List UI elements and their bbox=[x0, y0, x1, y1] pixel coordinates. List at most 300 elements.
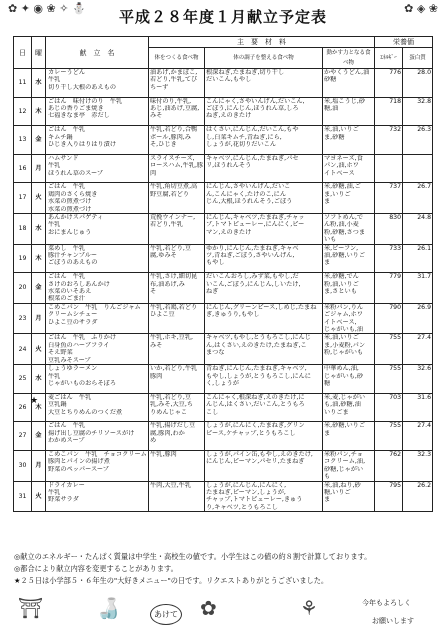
body-foods-line: 牛肉,大豆,牛乳 bbox=[150, 481, 192, 489]
day-number: 11 bbox=[14, 69, 32, 98]
body-foods-line: 味付のり,牛乳, bbox=[150, 97, 192, 105]
menu-items-line: さけのおろしあんかけ bbox=[48, 280, 110, 288]
body-foods bbox=[149, 334, 205, 365]
body-foods-line: 荒挽ウインナー, bbox=[150, 214, 196, 221]
energy-foods-line: ま,小麦粉,パン bbox=[324, 341, 366, 349]
body-foods-line: 野豆腐,若どり bbox=[150, 190, 190, 198]
energy-foods-line: 砂糖 bbox=[324, 76, 337, 84]
day-number: 24 bbox=[14, 334, 32, 365]
condition-foods-line: だいこんおろし,みず菜,もやし,だ bbox=[206, 273, 299, 281]
body-foods bbox=[149, 273, 205, 304]
menu-items bbox=[46, 334, 149, 365]
weekday: 水 bbox=[32, 365, 46, 394]
kcal-value: 762 bbox=[375, 450, 403, 481]
header-nutrition: 栄養価 bbox=[375, 37, 433, 48]
menu-items-line: こめこパン 牛乳 チョコクリーム bbox=[48, 450, 147, 458]
menu-items-line: 白身魚のハーブフライ bbox=[48, 341, 110, 349]
day-number: 26 bbox=[14, 393, 32, 422]
energy-foods-line: 米粉パン,りん bbox=[324, 303, 364, 311]
table-row bbox=[14, 69, 433, 98]
body-foods-line: みそ bbox=[150, 341, 163, 349]
table-row bbox=[14, 334, 433, 365]
kcal-value: 718 bbox=[375, 97, 403, 126]
menu-items bbox=[46, 154, 149, 183]
energy-foods-line: イトベース bbox=[324, 169, 355, 177]
menu-items-line: ごはん 牛乳 bbox=[48, 273, 86, 281]
protein-value: 26.9 bbox=[403, 303, 433, 334]
condition-foods bbox=[205, 126, 323, 155]
energy-foods bbox=[323, 244, 375, 273]
body-foods-line: 腐,豚肉,わか bbox=[150, 429, 185, 437]
energy-foods bbox=[323, 214, 375, 245]
weekday: 火 bbox=[32, 334, 46, 365]
body-foods bbox=[149, 154, 205, 183]
protein-value: 26.1 bbox=[403, 244, 433, 273]
energy-foods bbox=[323, 481, 375, 512]
menu-items-line: 水菜の煎煮づけ bbox=[48, 198, 92, 206]
menu-items-line: ごはん 味付けのり 牛乳 bbox=[48, 97, 123, 105]
energy-foods-line: 糖 bbox=[324, 379, 331, 387]
body-foods-line: 布,油あげ,み bbox=[150, 280, 185, 288]
energy-foods-line: 粉,砂糖,さつま bbox=[324, 228, 366, 236]
kcal-value bbox=[375, 154, 403, 183]
body-foods-line: スライスチーズ, bbox=[150, 154, 195, 162]
condition-foods bbox=[205, 365, 323, 394]
condition-foods-line: プ,トマトピューレー,にんにく,ピー bbox=[206, 221, 305, 229]
energy-foods-line: いも bbox=[324, 236, 337, 244]
energy-foods-line: 米,砂糖,油,ご bbox=[324, 183, 361, 191]
energy-foods-line: 米,油,ねり,砂 bbox=[324, 481, 361, 489]
condition-foods bbox=[205, 481, 323, 512]
weekday: 金 bbox=[32, 126, 46, 155]
page-title: 平成２８年度１月献立予定表 bbox=[118, 8, 327, 26]
day-number: 12 bbox=[14, 97, 32, 126]
menu-items-line: 牛乳 bbox=[48, 162, 61, 170]
kcal-value: 830 bbox=[375, 214, 403, 245]
table-row bbox=[14, 244, 433, 273]
body-foods bbox=[149, 126, 205, 155]
menu-items-line: 菜めし 牛乳 bbox=[48, 244, 86, 252]
kcal-value: 755 bbox=[375, 422, 403, 451]
condition-foods bbox=[205, 214, 323, 245]
top-left-decoration: ✿ ✦ ◉ ❀ ✧ ⛄ bbox=[8, 2, 86, 15]
condition-foods-line: にんじん,ピーマン,パセリ,たまねぎ bbox=[206, 458, 305, 466]
condition-foods-line: いこん,ごぼう,にんじん,しいたけ, bbox=[206, 280, 301, 288]
energy-foods bbox=[323, 393, 375, 422]
body-foods-line: 肉 bbox=[150, 169, 157, 177]
menu-items-line: わかめスープ bbox=[48, 437, 85, 445]
protein-value bbox=[403, 154, 433, 183]
energy-foods-line: 糖,油 bbox=[324, 105, 339, 112]
body-foods-line: ひよこ豆 bbox=[150, 311, 175, 319]
menu-items-line: 切り干し大根のあえもの bbox=[48, 83, 117, 91]
energy-foods-line: ま bbox=[324, 496, 331, 504]
energy-foods-line: ごジャム,ホワ bbox=[324, 311, 363, 319]
menu-items-line: 豚肉とパインの揚げ煮 bbox=[48, 458, 110, 466]
menu-items bbox=[46, 273, 149, 304]
energy-foods-line: ま bbox=[324, 429, 331, 437]
condition-foods bbox=[205, 183, 323, 214]
body-foods-line: 牛乳,揚げだし豆 bbox=[150, 422, 196, 430]
menu-items-line: 豆乳みそスープ bbox=[48, 356, 91, 364]
condition-foods-line: んじん,はくさい,だいこん,とうもろ bbox=[206, 401, 305, 409]
condition-foods-line: にんじん,さやいんげん,だいこ bbox=[206, 183, 291, 191]
energy-foods-line: 米,砂糖,でん bbox=[324, 273, 359, 281]
condition-foods-line: ツ,青ねぎ,ごぼう,さやいんげん, bbox=[206, 252, 295, 260]
energy-foods-line: ま,いりご bbox=[324, 190, 351, 198]
energy-foods-line: 米,ビーフン, bbox=[324, 244, 359, 252]
menu-items-line: ごはん 牛乳 ふりかけ bbox=[48, 334, 117, 342]
body-foods bbox=[149, 214, 205, 245]
condition-foods-line: もやし,しょうが,とうもろこし,にんに bbox=[206, 372, 311, 380]
condition-foods-line: しょうが,花切りだいこん bbox=[206, 141, 277, 148]
energy-foods-line: 米,砂糖,いりご bbox=[324, 422, 366, 430]
menu-items bbox=[46, 481, 149, 512]
body-foods-line: 牛乳,若鶏,若どり bbox=[150, 303, 198, 311]
condition-foods-line: ねぎ,えのきたけ bbox=[206, 112, 252, 120]
condition-foods-line: く,しょうが bbox=[206, 379, 239, 387]
menu-items-line: 牛乳 bbox=[48, 221, 61, 229]
kadomatsu-icon: ⚘ bbox=[300, 596, 318, 620]
protein-value: 31.6 bbox=[403, 393, 433, 422]
energy-foods-line: 米粉パン,チョ bbox=[324, 450, 363, 458]
protein-value: 26.7 bbox=[403, 183, 433, 214]
table-row bbox=[14, 422, 433, 451]
kcal-value: 732 bbox=[375, 126, 403, 155]
menu-items-line: 鶏肉のさくら焼き bbox=[48, 190, 98, 198]
menu-items-line: おにまんじゅう bbox=[48, 228, 92, 236]
condition-foods-line: こんにゃく,根深ねぎ,えのきたけ,に bbox=[206, 393, 305, 401]
kcal-value: 776 bbox=[375, 69, 403, 98]
weekday: 月 bbox=[32, 154, 46, 183]
condition-foods-line: しょうが,パイン缶,もやし,えのきたけ, bbox=[206, 450, 313, 458]
menu-items-line: ごはん 牛乳 bbox=[48, 126, 86, 134]
body-foods-line: 牛乳,ホキ,豆乳, bbox=[150, 334, 194, 342]
condition-foods bbox=[205, 450, 323, 481]
menu-items-line: 野菜のペッパースープ bbox=[48, 465, 109, 473]
energy-foods bbox=[323, 450, 375, 481]
energy-foods-line: 粉,じゃがいも bbox=[324, 349, 364, 357]
body-foods bbox=[149, 97, 205, 126]
body-foods-line: め bbox=[150, 437, 157, 445]
body-foods-line: 腐,ゆみそ bbox=[150, 252, 177, 260]
condition-foods-line: ねぎ bbox=[206, 288, 219, 296]
header-protein: 蛋白質 bbox=[403, 48, 433, 69]
menu-items bbox=[46, 450, 149, 481]
energy-foods bbox=[323, 365, 375, 394]
day-number: 18 bbox=[14, 214, 32, 245]
footer-note-favorite: ★２５日は小学部５・６年生の"大好きメニュー"の日です。リクエストありがとうございました。 bbox=[14, 576, 329, 585]
condition-foods-line: ん,はくさい,えのきたけ,たまねぎ,こ bbox=[206, 341, 307, 349]
table-row bbox=[14, 97, 433, 126]
day-number: 20 bbox=[14, 273, 32, 304]
daruma-icon: ⛩ bbox=[18, 596, 44, 620]
menu-items-line: キムチ鍋 bbox=[48, 133, 73, 141]
body-foods-line: みそ bbox=[150, 112, 163, 120]
condition-foods-line: キャベツ,にんじん,たまねぎ,パセ bbox=[206, 154, 299, 162]
energy-foods-line: 油,砂糖,いりご bbox=[324, 252, 366, 260]
protein-value: 32.8 bbox=[403, 97, 433, 126]
energy-foods bbox=[323, 303, 375, 334]
protein-value: 27.4 bbox=[403, 422, 433, 451]
condition-foods-line: ゆかり,にんじん,たまねぎ,キャベ bbox=[206, 244, 299, 252]
table-row bbox=[14, 303, 433, 334]
menu-items-line: 牛乳 bbox=[48, 372, 61, 380]
menu-items-line: 豚汁チャンプルー bbox=[48, 252, 98, 260]
body-foods bbox=[149, 450, 205, 481]
condition-foods bbox=[205, 244, 323, 273]
top-right-decoration: ✿ ◈ ❀ bbox=[404, 2, 438, 15]
energy-foods-line: も bbox=[324, 473, 331, 481]
energy-foods-line: ま bbox=[324, 198, 331, 206]
table-row bbox=[14, 126, 433, 155]
condition-foods bbox=[205, 97, 323, 126]
footer-note-nutrition: ◎献立のエネルギー・たんぱく質量は中学生・高校生の値です。小学生はこの値の約８割で計算しております。 bbox=[14, 552, 372, 561]
body-foods bbox=[149, 422, 205, 451]
sake-bottle-icon: 🍶 bbox=[96, 596, 121, 620]
protein-value: 31.7 bbox=[403, 273, 433, 304]
energy-foods-line: 糖,いりご bbox=[324, 488, 351, 496]
condition-foods-line: しょうが,にんじん,にんにく, bbox=[206, 481, 287, 489]
energy-foods-line: コクリーム,油, bbox=[324, 458, 366, 466]
favorite-menu-star-icon: ★ bbox=[30, 396, 39, 406]
condition-foods-line: ピース,ケチャップ,とうもろこし bbox=[206, 429, 296, 437]
body-foods-line: 若どり,牛乳 bbox=[150, 221, 183, 229]
condition-foods-line: だいこん,もやし bbox=[206, 76, 252, 84]
day-number: 25 bbox=[14, 365, 32, 394]
body-foods-line: 牛乳,若どり,豆 bbox=[150, 244, 192, 252]
condition-foods-line: り,キャベツ,とうもろこし bbox=[206, 503, 278, 511]
table-row bbox=[14, 214, 433, 245]
menu-items-line: あじの香りごま焼き bbox=[48, 105, 104, 112]
energy-foods-line: ま,さといも bbox=[324, 288, 357, 296]
menu-items-line: ほうれん草のスープ bbox=[48, 169, 104, 177]
condition-foods-line: 青ねぎ,にんじん,たまねぎ,キャベツ, bbox=[206, 365, 307, 373]
menu-items bbox=[46, 97, 149, 126]
menu-items bbox=[46, 214, 149, 245]
footer-note-changes: ◎都合により献立内容を変更することがあります。 bbox=[14, 564, 178, 573]
day-number: 13 bbox=[14, 126, 32, 155]
header-ingredients: 主 要 材 料 bbox=[149, 37, 375, 48]
body-foods-line: あじ,油あげ,豆腐, bbox=[150, 105, 200, 112]
menu-items-line: ひよこ豆のサラダ bbox=[48, 318, 98, 326]
body-foods bbox=[149, 244, 205, 273]
header-date: 日 bbox=[14, 37, 32, 69]
protein-value: 24.8 bbox=[403, 214, 433, 245]
menu-items-line: あんかけスパゲティ bbox=[48, 214, 104, 221]
body-foods-line: ロースハム,牛乳,豚 bbox=[150, 162, 203, 170]
energy-foods-line: 粉,油,いりご bbox=[324, 280, 359, 288]
condition-foods-line: ごぼう,にんじん,ほうれん草,しろ bbox=[206, 105, 299, 112]
kcal-value: 733 bbox=[375, 244, 403, 273]
condition-foods bbox=[205, 393, 323, 422]
body-foods bbox=[149, 183, 205, 214]
day-number: 16 bbox=[14, 154, 32, 183]
condition-foods-line: キャベツ,もやし,とうもろこし,にんじ bbox=[206, 334, 311, 342]
protein-value: 32.6 bbox=[403, 365, 433, 394]
protein-value: 26.2 bbox=[403, 481, 433, 512]
menu-items-line: 七福きなま亭 赤だし bbox=[48, 112, 110, 120]
energy-foods bbox=[323, 422, 375, 451]
condition-foods bbox=[205, 273, 323, 304]
table-row bbox=[14, 154, 433, 183]
body-foods bbox=[149, 303, 205, 334]
table-row bbox=[14, 365, 433, 394]
weekday: 木 bbox=[32, 97, 46, 126]
weekday: 木 bbox=[32, 244, 46, 273]
energy-foods-line: 米,油,いりご bbox=[324, 334, 359, 342]
condition-foods-line: こし bbox=[206, 408, 219, 416]
energy-foods-line: パン,油,ホワ bbox=[324, 162, 359, 170]
energy-foods-line: じゃがいも,砂 bbox=[324, 372, 364, 380]
energy-foods-line: ソフトめん,で bbox=[324, 214, 364, 221]
table-row bbox=[14, 481, 433, 512]
condition-foods-line: ぎ,きゅうり,もやし bbox=[206, 311, 260, 319]
kcal-value: 703 bbox=[375, 393, 403, 422]
menu-items bbox=[46, 69, 149, 98]
energy-foods bbox=[323, 126, 375, 155]
energy-foods-line: いりごま bbox=[324, 408, 349, 416]
body-foods bbox=[149, 365, 205, 394]
new-year-sticker: あけて bbox=[150, 604, 182, 625]
condition-foods-line: し,白菜キムチ,青ねぎ,にら, bbox=[206, 133, 282, 141]
body-foods-line: そ bbox=[150, 288, 157, 296]
energy-foods-line: 米,塩こうじ,砂 bbox=[324, 97, 366, 105]
protein-value: 26.3 bbox=[403, 126, 433, 155]
menu-items-line: クリームシチュー bbox=[48, 311, 98, 319]
header-energy-foods: 動かす力となる食べ物 bbox=[323, 48, 375, 69]
energy-foods-line: 砂糖,じゃがい bbox=[324, 465, 364, 473]
energy-foods-line: も,油,砂糖,油 bbox=[324, 401, 361, 409]
menu-items bbox=[46, 422, 149, 451]
body-foods-line: 牛乳,豚肉 bbox=[150, 450, 177, 458]
condition-foods bbox=[205, 422, 323, 451]
weekday: 月 bbox=[32, 303, 46, 334]
energy-foods-line: 中華めん,油, bbox=[324, 365, 359, 373]
menu-items-line: そえ野菜 bbox=[48, 349, 73, 357]
menu-items-line: 野菜サラダ bbox=[48, 496, 79, 504]
menu-items bbox=[46, 393, 149, 422]
day-number: 31 bbox=[14, 481, 32, 512]
menu-items-line: ごぼうのあえもの bbox=[48, 259, 98, 267]
body-foods bbox=[149, 69, 205, 98]
energy-foods-line: ん粉,油,小麦 bbox=[324, 221, 359, 229]
condition-foods-line: 根深ねぎ,たまねぎ,切り干し bbox=[206, 69, 285, 76]
menu-items-line: 水菜のいそあえ bbox=[48, 288, 92, 296]
menu-items-line: ごはん 牛乳 bbox=[48, 422, 86, 430]
menu-items-line: じゃがいものおらそぼろ bbox=[48, 379, 117, 387]
weekday: 火 bbox=[32, 183, 46, 214]
energy-foods-line: 米,油,いりご bbox=[324, 126, 359, 134]
condition-foods-line: じん,大根,ほうれんそう,ごぼう bbox=[206, 198, 293, 206]
header-kcal: ｴﾈﾙｷﾞｰ bbox=[375, 48, 403, 69]
body-foods-line: りめんじゃこ bbox=[150, 408, 188, 416]
day-number: 19 bbox=[14, 244, 32, 273]
table-row bbox=[14, 450, 433, 481]
body-foods-line: 若どり,牛乳,てび bbox=[150, 76, 198, 84]
protein-value: 27.4 bbox=[403, 334, 433, 365]
weekday: 水 bbox=[32, 214, 46, 245]
kcal-value: 779 bbox=[375, 273, 403, 304]
body-foods-line: 牛乳,若どり,合鴨 bbox=[150, 126, 198, 134]
menu-items bbox=[46, 365, 149, 394]
menu-items-line: ドライカレー bbox=[48, 481, 85, 489]
body-foods-line: 油あげ,かまぼこ, bbox=[150, 69, 198, 76]
condition-foods bbox=[205, 154, 323, 183]
weekday: 水 bbox=[32, 69, 46, 98]
condition-foods-line: にんじん,グリーンピース,しめじ,たまね bbox=[206, 303, 317, 311]
kcal-value: 790 bbox=[375, 303, 403, 334]
header-body-foods: 体をつくる食べ物 bbox=[149, 48, 205, 69]
condition-foods-line: ん,こんにゃく,たけのこ,にん bbox=[206, 190, 287, 198]
menu-items-line: ハムサンド bbox=[48, 154, 79, 162]
header-menu: 献 立 名 bbox=[46, 37, 149, 69]
weekday: 金 bbox=[32, 273, 46, 304]
menu-table bbox=[13, 36, 433, 512]
menu-items-line: ひじき入りはりはり漬け bbox=[48, 141, 117, 148]
weekday: 金 bbox=[32, 422, 46, 451]
table-row bbox=[14, 273, 433, 304]
menu-items-line: 牛乳 bbox=[48, 76, 61, 84]
day-number: 27 bbox=[14, 422, 32, 451]
condition-foods-line: チャップ,トマトピューレー,きゅう bbox=[206, 496, 303, 504]
menu-items-line: 大豆とちりめんのつくだ煮 bbox=[48, 408, 123, 416]
kcal-value: 737 bbox=[375, 183, 403, 214]
day-number: 30 bbox=[14, 450, 32, 481]
energy-foods-line: ま bbox=[324, 259, 331, 267]
condition-foods-line: もやし bbox=[206, 259, 225, 267]
energy-foods-line: イトベース, bbox=[324, 318, 357, 326]
menu-items-line: 揚げ出し豆腐のチリソースがけ bbox=[48, 429, 135, 437]
condition-foods bbox=[205, 69, 323, 98]
weekday: 火 bbox=[32, 481, 46, 512]
condition-foods-line: こんにゃく,さやいんげん,だいこん, bbox=[206, 97, 305, 105]
condition-foods-line: まつな bbox=[206, 349, 225, 357]
menu-items bbox=[46, 183, 149, 214]
body-foods-line: ボール,豚肉,み bbox=[150, 133, 191, 141]
menu-items-line: 麦ごはん 牛乳 bbox=[48, 393, 92, 401]
menu-items-line: こめこパン 牛乳 りんごジャム bbox=[48, 303, 141, 311]
weekday: 月 bbox=[32, 450, 46, 481]
body-foods-line: ちーず bbox=[150, 83, 169, 91]
energy-foods bbox=[323, 154, 375, 183]
body-foods-line: 牛乳,角切豆煮,高 bbox=[150, 183, 198, 191]
energy-foods bbox=[323, 273, 375, 304]
header-condition-foods: 体の調子を整える食べ物 bbox=[205, 48, 323, 69]
kcal-value: 755 bbox=[375, 365, 403, 394]
menu-items-line: しょうゆラーメン bbox=[48, 365, 98, 373]
menu-items-line: 水菜の煎煮づけ bbox=[48, 205, 92, 213]
menu-items-line: 根菜のごま汁 bbox=[48, 295, 86, 303]
day-number: 17 bbox=[14, 183, 32, 214]
energy-foods bbox=[323, 183, 375, 214]
greeting-text-2: お願いします bbox=[372, 617, 414, 625]
energy-foods bbox=[323, 69, 375, 98]
body-foods-line: 牛乳,若どり,豆 bbox=[150, 393, 192, 401]
kcal-value: 795 bbox=[375, 481, 403, 512]
menu-items-line: 牛乳 bbox=[48, 488, 61, 496]
energy-foods-line: ま,砂糖 bbox=[324, 133, 345, 141]
protein-value: 32.3 bbox=[403, 450, 433, 481]
menu-items bbox=[46, 244, 149, 273]
body-foods-line: 乳,みそ,大豆,ち bbox=[150, 401, 194, 409]
greeting-text: 今年もよろしく bbox=[362, 599, 411, 607]
table-row bbox=[14, 183, 433, 214]
condition-foods-line: はくさい,にんじん,だいこん,もや bbox=[206, 126, 299, 134]
header-weekday: 曜 bbox=[32, 37, 46, 69]
condition-foods-line: にんじん,キャベツ,たまねぎ,チャッ bbox=[206, 214, 305, 221]
condition-foods-line: しょうが,にんにく,たまねぎ,グリン bbox=[206, 422, 305, 430]
